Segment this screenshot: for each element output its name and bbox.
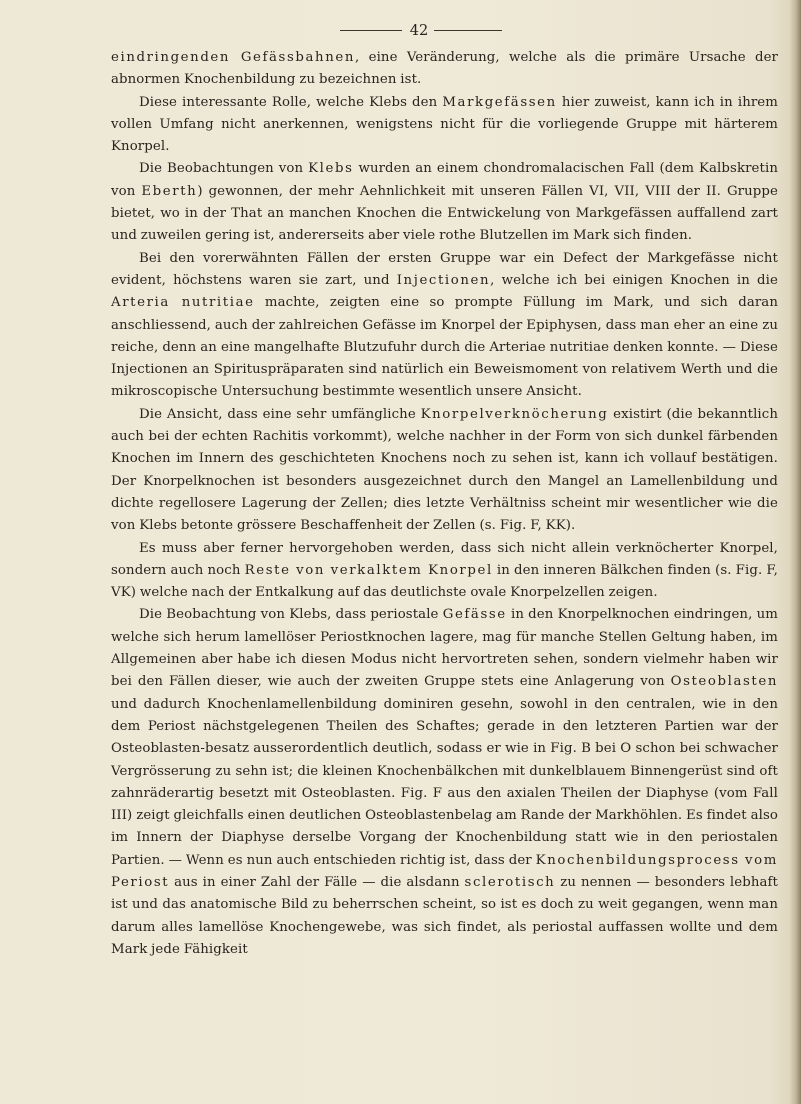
body-text [111, 47, 778, 961]
paragraph [111, 158, 778, 247]
header-rule-left [340, 30, 402, 31]
text-run: , welche ich bei einigen Knochen in die [490, 272, 778, 288]
spaced-emphasis-text: eindringenden Gefässbahnen [111, 50, 356, 65]
text-run: Die Beobachtungen von [139, 161, 309, 177]
paragraph [111, 92, 778, 159]
paragraph [111, 404, 778, 538]
text-run: zu nennen — besonders lebhaft ist und das anatomische Bild zu beherrschen scheint, so ist es doch zu weit gegangen, wenn man darum alles lamellöse Knochengewebe, was sich findet, als periostal auffassen wollte und dem Mark jede Fähigkeit [111, 874, 778, 957]
book-spine-shadow [789, 0, 801, 1104]
paragraph [111, 47, 778, 92]
text-run: und dadurch Knochenlamellenbildung dominiren gesehn, sowohl in den centralen, wie in den dem Periost nächstgelegenen Theilen des Schaftes; gerade in den letzteren Partien war der Osteoblasten-besatz ausserordentlich deutlich, sodass er wie in Fig. B bei O schon bei schwacher Vergrösserung zu sehn ist; die kleinen Knochenbälkchen mit dunkelblauem Binnengerüst sind oft zahnräderartig besetzt mit Osteoblasten. Fig. F aus den axialen Theilen der Diaphyse (vom Fall III) zeigt gleichfalls einen deutlichen Osteoblastenbelag am Rande der Markhöhlen. Es findet also im Innern der Diaphyse derselbe Vorgang der Knochenbildung statt wie in den periostalen Partien. — Wenn es nun auch entschieden richtig ist, dass der [111, 696, 778, 868]
spaced-emphasis-text: Osteoblasten [670, 674, 778, 690]
text-run: , eine Veränderung, welche als die primäre Ursache der abnormen Knochenbildung zu bezeichnen ist. [111, 50, 779, 88]
text-run: ) gewonnen, der mehr Aehnlichkeit mit unseren Fällen VI, VII, VIII der II. Gruppe bietet, wo in der That an manchen Knochen die Entwickelung von Markgefässen auffallend zart und zuweilen gering ist, andererseits aber viele rothe Blutzellen im Mark sich finden. [111, 183, 778, 244]
spaced-emphasis-text: Knorpelverknöcherung [420, 406, 609, 422]
text-run: wurden an einem chondromalacischen Fall (dem Kalbskretin von [111, 161, 778, 199]
spaced-emphasis-text: Klebs [308, 161, 354, 177]
text-run: hier zuweist, kann ich in ihrem vollen Umfang nicht anerkennen, wenigstens nicht für die vorliegende Gruppe mit härterem Knorpel. [111, 94, 778, 155]
paragraph [111, 538, 778, 605]
text-run: Diese interessante Rolle, welche Klebs den [139, 94, 443, 110]
spaced-emphasis-text: Gefässe [442, 607, 507, 623]
spaced-emphasis-text: Eberth [141, 183, 198, 199]
header-rule-right [434, 30, 502, 31]
spaced-emphasis-text: Injectionen [396, 272, 491, 288]
text-run: existirt (die bekanntlich auch bei der echten Rachitis vorkommt), welche nachher in der Form von sich dunkel färbenden Knochen im Innern des geschichteten Knochens noch zu sehen ist, kann ich vollauf bestätigen. Der Knorpelknochen ist besonders ausgezeichnet durch den Mangel an Lamellenbildung und dichte regellosere Lagerung der Zellen; dies letzte Verhältniss scheint mir wesentlicher wie die von Klebs betonte grössere Beschaffenheit der Zellen (s. Fig. F, KK). [111, 406, 778, 534]
page-header [0, 20, 801, 42]
text-run: in den Knorpelknochen eindringen, um welche sich herum lamellöser Periostknochen lagere, mag für manche Stellen Geltung haben, im Allgemeinen aber habe ich diesen Modus nicht hervortreten sehen, sondern vielmehr haben wir bei den Fällen dieser, wie auch der zweiten Gruppe stets eine Anlagerung von [111, 607, 778, 690]
page-number: 42 [409, 23, 429, 39]
spaced-emphasis-text: Markgefässen [442, 94, 557, 110]
text-run: Die Ansicht, dass eine sehr umfängliche [139, 406, 421, 422]
paragraph [111, 604, 778, 961]
spaced-emphasis-text: Knochenbildungsprocess vom Periost [111, 852, 778, 890]
paragraph [111, 248, 778, 404]
spaced-emphasis-text: Reste von verkalktem Knorpel [244, 562, 493, 578]
text-run: Die Beobachtung von Klebs, dass periostale [139, 607, 443, 623]
text-run: Bei den vorerwähnten Fällen der ersten Gruppe war ein Defect der Markgefässe nicht evident, höchstens waren sie zart, und [111, 250, 778, 288]
spaced-emphasis-text: Arteria nutritiae [111, 295, 255, 311]
text-run: Es muss aber ferner hervorgehoben werden, dass sich nicht allein verknöcherter Knorpel, sondern auch noch [111, 540, 778, 578]
text-run: aus in einer Zahl der Fälle — die alsdann [169, 874, 465, 890]
text-run: in den inneren Bälkchen finden (s. Fig. F, VK) welche nach der Entkalkung auf das deutlichste ovale Knorpelzellen zeigen. [111, 562, 778, 601]
spaced-emphasis-text: sclerotisch [464, 874, 556, 890]
text-run: machte, zeigten eine so prompte Füllung im Mark, und sich daran anschliessend, auch der zahlreichen Gefässe im Knorpel der Epiphysen, dass man eher an eine zu reiche, denn an eine mangelhafte Blutzufuhr durch die Arteriae nutritiae denken konnte. — Diese Injectionen an Spirituspräparaten sind natürlich ein Beweismoment von relativem Werth und die mikroscopische Untersuchung bestimmte wesentlich unsere Ansicht. [111, 295, 778, 400]
